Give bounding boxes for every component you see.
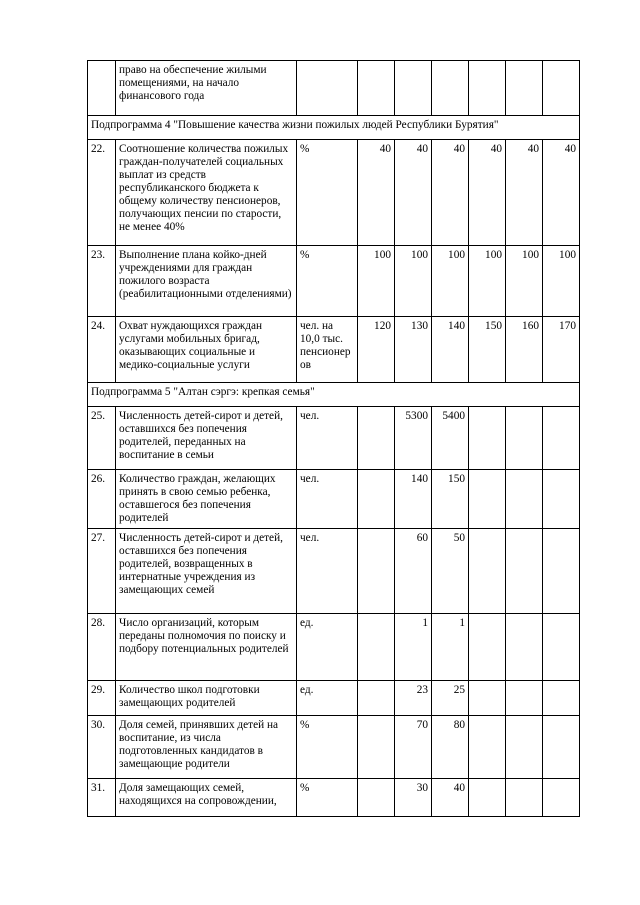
indicator-name: Соотношение количества пожилых граждан-получателей социальных выплат из средств республиканского бюджета к общему количеству пенсионеров, получающих пенсии по старости, не менее 40%: [116, 140, 297, 246]
value-cell: 100: [469, 246, 506, 317]
row-number: 28.: [88, 614, 116, 681]
unit-of-measure: ед.: [297, 681, 358, 716]
value-cell: 1: [395, 614, 432, 681]
value-cell: [469, 614, 506, 681]
row-number: 23.: [88, 246, 116, 317]
indicator-name: Численность детей-сирот и детей, оставшихся без попечения родителей, переданных на воспитание в семьи: [116, 407, 297, 470]
row-number: 31.: [88, 779, 116, 817]
value-cell: 80: [432, 716, 469, 779]
value-cell: [506, 470, 543, 529]
value-cell: [543, 529, 580, 614]
value-cell: [506, 779, 543, 817]
value-cell: 100: [506, 246, 543, 317]
unit-of-measure: %: [297, 246, 358, 317]
value-cell: 140: [432, 317, 469, 383]
indicator-name: Количество граждан, желающих принять в свою семью ребенка, оставшегося без попечения родителей: [116, 470, 297, 529]
value-cell: 40: [395, 140, 432, 246]
unit-of-measure: чел.: [297, 407, 358, 470]
value-cell: [469, 61, 506, 116]
table-row: [88, 470, 580, 529]
unit-of-measure: %: [297, 779, 358, 817]
value-cell: [358, 61, 395, 116]
value-cell: [469, 681, 506, 716]
value-cell: 150: [469, 317, 506, 383]
value-cell: 140: [395, 470, 432, 529]
row-number: 26.: [88, 470, 116, 529]
table-row: [88, 407, 580, 470]
row-number: 22.: [88, 140, 116, 246]
indicator-name: Численность детей-сирот и детей, оставшихся без попечения родителей, возвращенных в интернатные учреждения из замещающих семей: [116, 529, 297, 614]
value-cell: [358, 529, 395, 614]
value-cell: [469, 407, 506, 470]
value-cell: [506, 716, 543, 779]
subprogram-title: Подпрограмма 4 "Повышение качества жизни пожилых людей Республики Бурятия": [88, 116, 580, 140]
unit-of-measure: чел. на 10,0 тыс. пенсионеров: [297, 317, 358, 383]
row-number: [88, 61, 116, 116]
value-cell: 60: [395, 529, 432, 614]
value-cell: [506, 529, 543, 614]
row-number: 27.: [88, 529, 116, 614]
row-number: 24.: [88, 317, 116, 383]
table-row: [88, 716, 580, 779]
indicator-name: Количество школ подготовки замещающих родителей: [116, 681, 297, 716]
value-cell: 170: [543, 317, 580, 383]
value-cell: 40: [358, 140, 395, 246]
row-number: 25.: [88, 407, 116, 470]
value-cell: [543, 614, 580, 681]
value-cell: [543, 470, 580, 529]
value-cell: [543, 716, 580, 779]
value-cell: 23: [395, 681, 432, 716]
indicator-name: Выполнение плана койко-дней учреждениями для граждан пожилого возраста (реабилитационными отделениями): [116, 246, 297, 317]
indicator-name: право на обеспечение жилыми помещениями, на начало финансового года: [116, 61, 297, 116]
indicator-name: Число организаций, которым переданы полномочия по поиску и подбору потенциальных родителей: [116, 614, 297, 681]
subprogram-row: [88, 383, 580, 407]
value-cell: 1: [432, 614, 469, 681]
value-cell: 160: [506, 317, 543, 383]
value-cell: 70: [395, 716, 432, 779]
value-cell: [358, 681, 395, 716]
value-cell: [358, 716, 395, 779]
value-cell: 100: [543, 246, 580, 317]
table-row: [88, 529, 580, 614]
value-cell: [469, 716, 506, 779]
value-cell: 120: [358, 317, 395, 383]
value-cell: [358, 407, 395, 470]
value-cell: 40: [469, 140, 506, 246]
unit-of-measure: чел.: [297, 529, 358, 614]
value-cell: 40: [506, 140, 543, 246]
row-number: 29.: [88, 681, 116, 716]
table-row: [88, 681, 580, 716]
value-cell: [469, 470, 506, 529]
indicators-table: [87, 60, 580, 817]
value-cell: [469, 779, 506, 817]
value-cell: [358, 470, 395, 529]
value-cell: [358, 614, 395, 681]
value-cell: 25: [432, 681, 469, 716]
value-cell: [506, 681, 543, 716]
indicator-name: Доля замещающих семей, находящихся на сопровождении,: [116, 779, 297, 817]
table-row: [88, 779, 580, 817]
value-cell: 100: [432, 246, 469, 317]
row-number: 30.: [88, 716, 116, 779]
indicator-name: Охват нуждающихся граждан услугами мобильных бригад, оказывающих социальные и медико-социальные услуги: [116, 317, 297, 383]
value-cell: 40: [432, 779, 469, 817]
value-cell: [543, 681, 580, 716]
table-row: [88, 317, 580, 383]
value-cell: [358, 779, 395, 817]
value-cell: [543, 407, 580, 470]
subprogram-title: Подпрограмма 5 "Алтан сэргэ: крепкая семья": [88, 383, 580, 407]
value-cell: 130: [395, 317, 432, 383]
subprogram-row: [88, 116, 580, 140]
value-cell: [506, 61, 543, 116]
table-row: [88, 246, 580, 317]
value-cell: 150: [432, 470, 469, 529]
unit-of-measure: чел.: [297, 470, 358, 529]
value-cell: 30: [395, 779, 432, 817]
value-cell: [469, 529, 506, 614]
value-cell: 50: [432, 529, 469, 614]
value-cell: 100: [395, 246, 432, 317]
table-row: [88, 61, 580, 116]
value-cell: [543, 61, 580, 116]
value-cell: 40: [543, 140, 580, 246]
value-cell: [506, 407, 543, 470]
indicator-name: Доля семей, принявших детей на воспитание, из числа подготовленных кандидатов в замещающие родители: [116, 716, 297, 779]
unit-of-measure: ед.: [297, 614, 358, 681]
table-row: [88, 614, 580, 681]
value-cell: 100: [358, 246, 395, 317]
value-cell: [432, 61, 469, 116]
value-cell: 40: [432, 140, 469, 246]
value-cell: [543, 779, 580, 817]
unit-of-measure: [297, 61, 358, 116]
value-cell: 5300: [395, 407, 432, 470]
value-cell: 5400: [432, 407, 469, 470]
unit-of-measure: %: [297, 140, 358, 246]
unit-of-measure: %: [297, 716, 358, 779]
value-cell: [395, 61, 432, 116]
value-cell: [506, 614, 543, 681]
table-row: [88, 140, 580, 246]
